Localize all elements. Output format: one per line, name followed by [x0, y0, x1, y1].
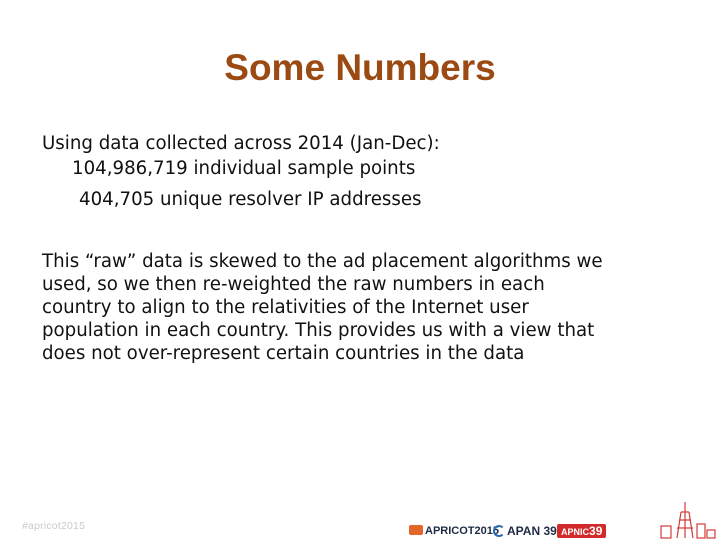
sponsor-logos — [395, 500, 720, 540]
intro-line: Using data collected across 2014 (Jan-Dec): — [42, 133, 440, 154]
apan-swirl-icon — [493, 525, 505, 537]
apnic-logo-text: APNIC — [561, 527, 590, 537]
apricot-mark-icon — [409, 525, 423, 535]
methodology-paragraph — [42, 250, 682, 365]
paragraph-line: does not over-represent certain countries in the data — [42, 343, 525, 364]
paragraph-line: This “raw” data is skewed to the ad placement algorithms we — [42, 251, 603, 272]
footer-hashtag: #apricot2015 — [22, 520, 86, 532]
stat-sample-points: 104,986,719 individual sample points — [72, 158, 416, 179]
apan-logo — [493, 524, 557, 538]
apnic-logo — [557, 524, 606, 538]
apan-logo-text: APAN 39 — [507, 524, 557, 538]
paragraph-line: country to align to the relativities of the Internet user — [42, 297, 529, 318]
stat-resolver-addresses: 404,705 unique resolver IP addresses — [79, 189, 422, 210]
apnic-logo-number: 39 — [589, 524, 603, 538]
apricot-logo-text: APRICOT2015 — [425, 525, 499, 537]
apricot-logo — [409, 524, 499, 538]
slide-title: Some Numbers — [224, 47, 496, 88]
paragraph-line: population in each country. This provides us with a view that — [42, 320, 595, 341]
fukuoka-skyline-icon — [657, 500, 717, 540]
paragraph-line: used, so we then re-weighted the raw numbers in each — [42, 274, 545, 295]
